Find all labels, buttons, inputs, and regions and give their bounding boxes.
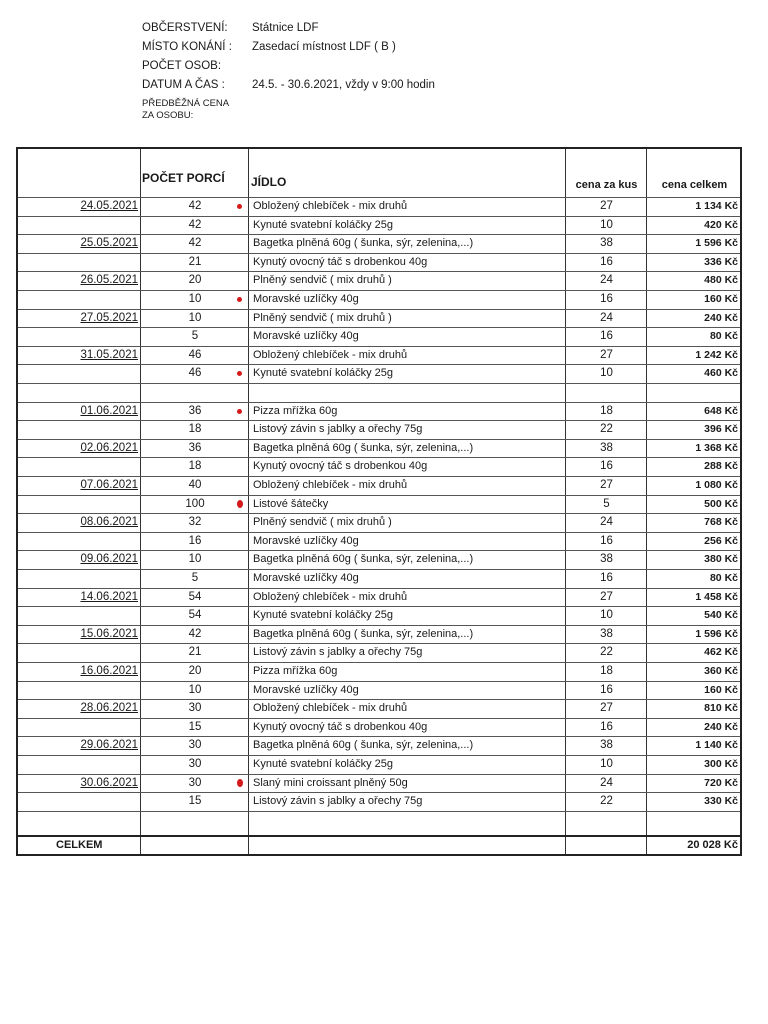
- row-portions: 54: [188, 590, 202, 603]
- row-unit-price: 27: [600, 590, 613, 603]
- row-date: [18, 774, 140, 793]
- row-unit-price: 16: [600, 572, 613, 584]
- row-portions: 46: [188, 367, 202, 380]
- row-date-text: 16.06.2021: [80, 665, 138, 677]
- row-unit-price: 16: [600, 255, 613, 268]
- price-note-line2: ZA OSOBU:: [142, 110, 194, 121]
- row-food: Plněný sendvič ( mix druhů ): [253, 274, 392, 287]
- row-date: [18, 197, 140, 216]
- row-total: 768 Kč: [704, 516, 738, 529]
- row-portions: 42: [188, 200, 202, 212]
- row-food: Listový závin s jablky a ořechy 75g: [253, 646, 423, 659]
- red-mark-icon: [237, 297, 242, 302]
- row-food: Plněný sendvič ( mix druhů ): [253, 311, 392, 324]
- row-portions: 5: [191, 572, 199, 584]
- row-portions: 20: [188, 274, 202, 287]
- row-food: Bagetka plněná 60g ( šunka, sýr, zelenina,...): [253, 553, 474, 566]
- row-food: Kynuté svatební koláčky 25g: [253, 367, 394, 380]
- row-date: [18, 606, 140, 625]
- row-date: [18, 383, 140, 402]
- row-total: 256 Kč: [704, 534, 738, 547]
- row-unit-price: 22: [600, 795, 613, 808]
- row-portions: 30: [188, 776, 202, 789]
- row-date-text: 15.06.2021: [80, 627, 138, 640]
- row-unit-price: 16: [600, 330, 613, 343]
- row-portions: 42: [188, 627, 202, 640]
- row-food: Moravské uzlíčky 40g: [253, 293, 359, 305]
- column-divider: [248, 149, 249, 854]
- row-portions: 18: [188, 460, 202, 473]
- row-food: Kynuté svatební koláčky 25g: [253, 218, 394, 231]
- row-unit-price: 10: [600, 609, 613, 622]
- row-food: Listové šátečky: [253, 497, 329, 510]
- row-unit-price: 5: [603, 497, 610, 510]
- row-food: Kynuté svatební koláčky 25g: [253, 609, 394, 622]
- red-mark-icon: [237, 409, 242, 414]
- row-unit-price: 22: [600, 423, 613, 436]
- row-date: [18, 662, 140, 681]
- row-unit-price: [567, 383, 646, 402]
- row-date: [18, 364, 140, 383]
- row-food: Obložený chlebíček - mix druhů: [253, 348, 408, 361]
- row-total: 480 Kč: [704, 274, 738, 287]
- row-portions: 100: [185, 497, 205, 510]
- row-total: 420 Kč: [704, 218, 738, 231]
- row-total: 460 Kč: [704, 367, 738, 380]
- row-date: [18, 327, 140, 346]
- row-date: [18, 513, 140, 532]
- row-unit-price: 16: [600, 534, 613, 547]
- row-food: Kynutý ovocný táč s drobenkou 40g: [253, 720, 428, 733]
- row-food: Bagetka plněná 60g ( šunka, sýr, zelenina,...): [253, 739, 474, 752]
- row-unit-price: 27: [600, 348, 613, 361]
- row-total: 1 596 Kč: [695, 237, 738, 250]
- row-portions: 21: [188, 255, 202, 268]
- row-total: 1 596 Kč: [695, 627, 738, 640]
- row-total: 648 Kč: [704, 404, 738, 417]
- row-portions: 30: [188, 758, 202, 770]
- refreshment-value: Státnice LDF: [252, 22, 319, 34]
- row-total: 330 Kč: [704, 795, 738, 808]
- row-date-text: 07.06.2021: [80, 479, 138, 491]
- red-mark-icon: [237, 204, 242, 209]
- row-food: Obložený chlebíček - mix druhů: [253, 702, 408, 715]
- row-food: Obložený chlebíček - mix druhů: [253, 479, 408, 491]
- row-unit-price: 38: [600, 627, 613, 640]
- price-note-line1: PŘEDBĚŽNÁ CENA: [142, 98, 230, 109]
- order-table: [16, 147, 742, 856]
- row-date: [18, 681, 140, 700]
- row-date-text: 24.05.2021: [80, 200, 138, 212]
- row-date: [18, 495, 140, 514]
- row-total: [648, 383, 741, 402]
- row-unit-price: 10: [600, 367, 613, 380]
- row-total: 240 Kč: [704, 720, 738, 733]
- row-date-text: 31.05.2021: [80, 348, 138, 361]
- refreshment-label: OBČERSTVENÍ:: [142, 22, 228, 34]
- row-food: Moravské uzlíčky 40g: [253, 330, 359, 343]
- row-food: Bagetka plněná 60g ( šunka, sýr, zelenina,...): [253, 237, 474, 250]
- row-date-text: 30.06.2021: [80, 776, 138, 789]
- row-unit-price: 24: [600, 311, 613, 324]
- row-portions: 15: [188, 795, 202, 808]
- row-food: Kynuté svatební koláčky 25g: [253, 758, 394, 770]
- row-food: Kynutý ovocný táč s drobenkou 40g: [253, 460, 428, 473]
- row-portions: 46: [188, 348, 202, 361]
- venue-value: Zasedací místnost LDF ( B ): [252, 41, 396, 53]
- row-date: [18, 792, 140, 811]
- row-total: [648, 811, 741, 830]
- row-unit-price: 16: [600, 460, 613, 473]
- row-date: [18, 439, 140, 458]
- row-total: 360 Kč: [704, 665, 738, 677]
- row-total: 240 Kč: [704, 311, 738, 324]
- row-date: [18, 625, 140, 644]
- row-total: 160 Kč: [704, 683, 738, 696]
- row-total: 288 Kč: [704, 460, 738, 473]
- row-date: [18, 216, 140, 235]
- row-date: [18, 736, 140, 755]
- row-portions: 15: [188, 720, 202, 733]
- row-date-text: 28.06.2021: [80, 702, 138, 715]
- row-unit-price: [567, 811, 646, 830]
- row-total: 80 Kč: [709, 572, 738, 584]
- venue-label: MÍSTO KONÁNÍ :: [142, 41, 232, 53]
- row-food: Pizza mřížka 60g: [253, 665, 338, 677]
- red-mark-icon: [237, 500, 243, 508]
- row-portions: 42: [188, 218, 202, 231]
- row-food: [251, 811, 568, 830]
- row-unit-price: 27: [600, 702, 613, 715]
- row-food: Plněný sendvič ( mix druhů ): [253, 516, 392, 529]
- row-food: Moravské uzlíčky 40g: [253, 572, 359, 584]
- row-portions: 30: [188, 739, 202, 752]
- column-divider: [646, 149, 647, 854]
- row-portions: 10: [188, 683, 202, 696]
- row-date-text: 09.06.2021: [80, 553, 138, 566]
- row-total: 336 Kč: [704, 255, 738, 268]
- row-unit-price: 16: [600, 683, 613, 696]
- row-portions: 5: [191, 330, 199, 343]
- row-food: Moravské uzlíčky 40g: [253, 534, 359, 547]
- datetime-value: 24.5. - 30.6.2021, vždy v 9:00 hodin: [252, 79, 435, 91]
- row-total: 396 Kč: [704, 423, 738, 436]
- row-total: 1 242 Kč: [695, 348, 738, 361]
- row-food: Kynutý ovocný táč s drobenkou 40g: [253, 255, 428, 268]
- total-divider: [18, 835, 740, 837]
- row-date: [18, 550, 140, 569]
- row-total: 500 Kč: [704, 497, 738, 510]
- row-unit-price: 24: [600, 274, 613, 287]
- row-portions: 21: [188, 646, 202, 659]
- row-unit-price: 24: [600, 776, 613, 789]
- row-food: Obložený chlebíček - mix druhů: [253, 590, 408, 603]
- row-total: 1 080 Kč: [695, 479, 738, 491]
- row-date: [18, 271, 140, 290]
- row-date: [18, 718, 140, 737]
- row-unit-price: 27: [600, 479, 613, 491]
- row-total: 160 Kč: [704, 293, 738, 305]
- row-date: [18, 588, 140, 607]
- row-total: 1 368 Kč: [695, 441, 738, 454]
- row-portions: 54: [188, 609, 202, 622]
- row-date-text: 02.06.2021: [80, 441, 138, 454]
- row-date: [18, 309, 140, 328]
- row-date: [18, 755, 140, 774]
- row-food: Listový závin s jablky a ořechy 75g: [253, 795, 423, 808]
- row-unit-price: 38: [600, 237, 613, 250]
- row-total: 1 134 Kč: [695, 200, 738, 212]
- row-date: [18, 253, 140, 272]
- row-unit-price: 27: [600, 200, 613, 212]
- row-date-text: 08.06.2021: [80, 516, 138, 529]
- row-date: [18, 346, 140, 365]
- row-portions: 16: [188, 534, 202, 547]
- row-date: [18, 234, 140, 253]
- row-total: 1 140 Kč: [695, 739, 738, 752]
- row-date: [18, 643, 140, 662]
- row-unit-price: 24: [600, 516, 613, 529]
- row-unit-price: 38: [600, 441, 613, 454]
- row-date-text: 29.06.2021: [80, 739, 138, 752]
- row-food: Moravské uzlíčky 40g: [253, 683, 359, 696]
- row-food: Pizza mřížka 60g: [253, 404, 338, 417]
- row-date: [18, 699, 140, 718]
- datetime-label: DATUM A ČAS :: [142, 79, 225, 91]
- row-total: 540 Kč: [704, 609, 738, 622]
- column-header-portions: POČET PORCÍ: [142, 171, 225, 185]
- red-mark-icon: [237, 779, 243, 787]
- total-label: CELKEM: [56, 839, 103, 851]
- row-food: Listový závin s jablky a ořechy 75g: [253, 423, 423, 436]
- row-unit-price: 10: [600, 218, 613, 231]
- row-unit-price: 38: [600, 739, 613, 752]
- row-date-text: 27.05.2021: [80, 311, 138, 324]
- row-date: [18, 290, 140, 309]
- row-date: [18, 811, 140, 830]
- row-portions: 20: [188, 665, 202, 677]
- row-total: 720 Kč: [704, 776, 738, 789]
- row-portions: 10: [188, 553, 202, 566]
- row-portions: 18: [188, 423, 202, 436]
- row-unit-price: 18: [600, 665, 613, 677]
- row-date: [18, 476, 140, 495]
- row-portions: 36: [188, 441, 202, 454]
- row-portions: 32: [188, 516, 202, 529]
- row-portions: 30: [188, 702, 202, 715]
- row-portions: 36: [188, 404, 202, 417]
- row-portions: [142, 383, 248, 402]
- row-date: [18, 457, 140, 476]
- row-date: [18, 532, 140, 551]
- row-portions: 40: [188, 479, 202, 491]
- row-total: 80 Kč: [709, 330, 738, 343]
- row-unit-price: 16: [600, 720, 613, 733]
- column-header-food: JÍDLO: [251, 175, 287, 189]
- row-food: Obložený chlebíček - mix druhů: [253, 200, 408, 212]
- row-unit-price: 38: [600, 553, 613, 566]
- row-total: 1 458 Kč: [695, 590, 738, 603]
- column-divider: [140, 149, 141, 854]
- row-total: 300 Kč: [704, 758, 738, 770]
- row-unit-price: 22: [600, 646, 613, 659]
- row-total: 810 Kč: [704, 702, 738, 715]
- row-food: Bagetka plněná 60g ( šunka, sýr, zelenina,...): [253, 627, 474, 640]
- row-date-text: 14.06.2021: [80, 590, 138, 603]
- column-header-unit-price: cena za kus: [575, 179, 638, 191]
- column-header-total: cena celkem: [661, 179, 728, 191]
- row-food: [251, 383, 568, 402]
- row-food: Slaný mini croissant plněný 50g: [253, 776, 408, 789]
- row-portions: 10: [188, 311, 202, 324]
- row-date-text: 25.05.2021: [80, 237, 138, 250]
- row-date: [18, 569, 140, 588]
- row-date-text: 01.06.2021: [80, 404, 138, 417]
- row-total: 462 Kč: [704, 646, 738, 659]
- row-unit-price: 10: [600, 758, 613, 770]
- persons-label: POČET OSOB:: [142, 60, 222, 72]
- row-date: [18, 402, 140, 421]
- row-food: Bagetka plněná 60g ( šunka, sýr, zelenina,...): [253, 441, 474, 454]
- grand-total: 20 028 Kč: [687, 839, 738, 851]
- row-portions: [142, 811, 248, 830]
- row-unit-price: 16: [600, 293, 613, 305]
- row-date: [18, 420, 140, 439]
- row-portions: 10: [188, 293, 202, 305]
- row-unit-price: 18: [600, 404, 613, 417]
- row-portions: 42: [188, 237, 202, 250]
- row-date-text: 26.05.2021: [80, 274, 138, 287]
- row-total: 380 Kč: [704, 553, 738, 566]
